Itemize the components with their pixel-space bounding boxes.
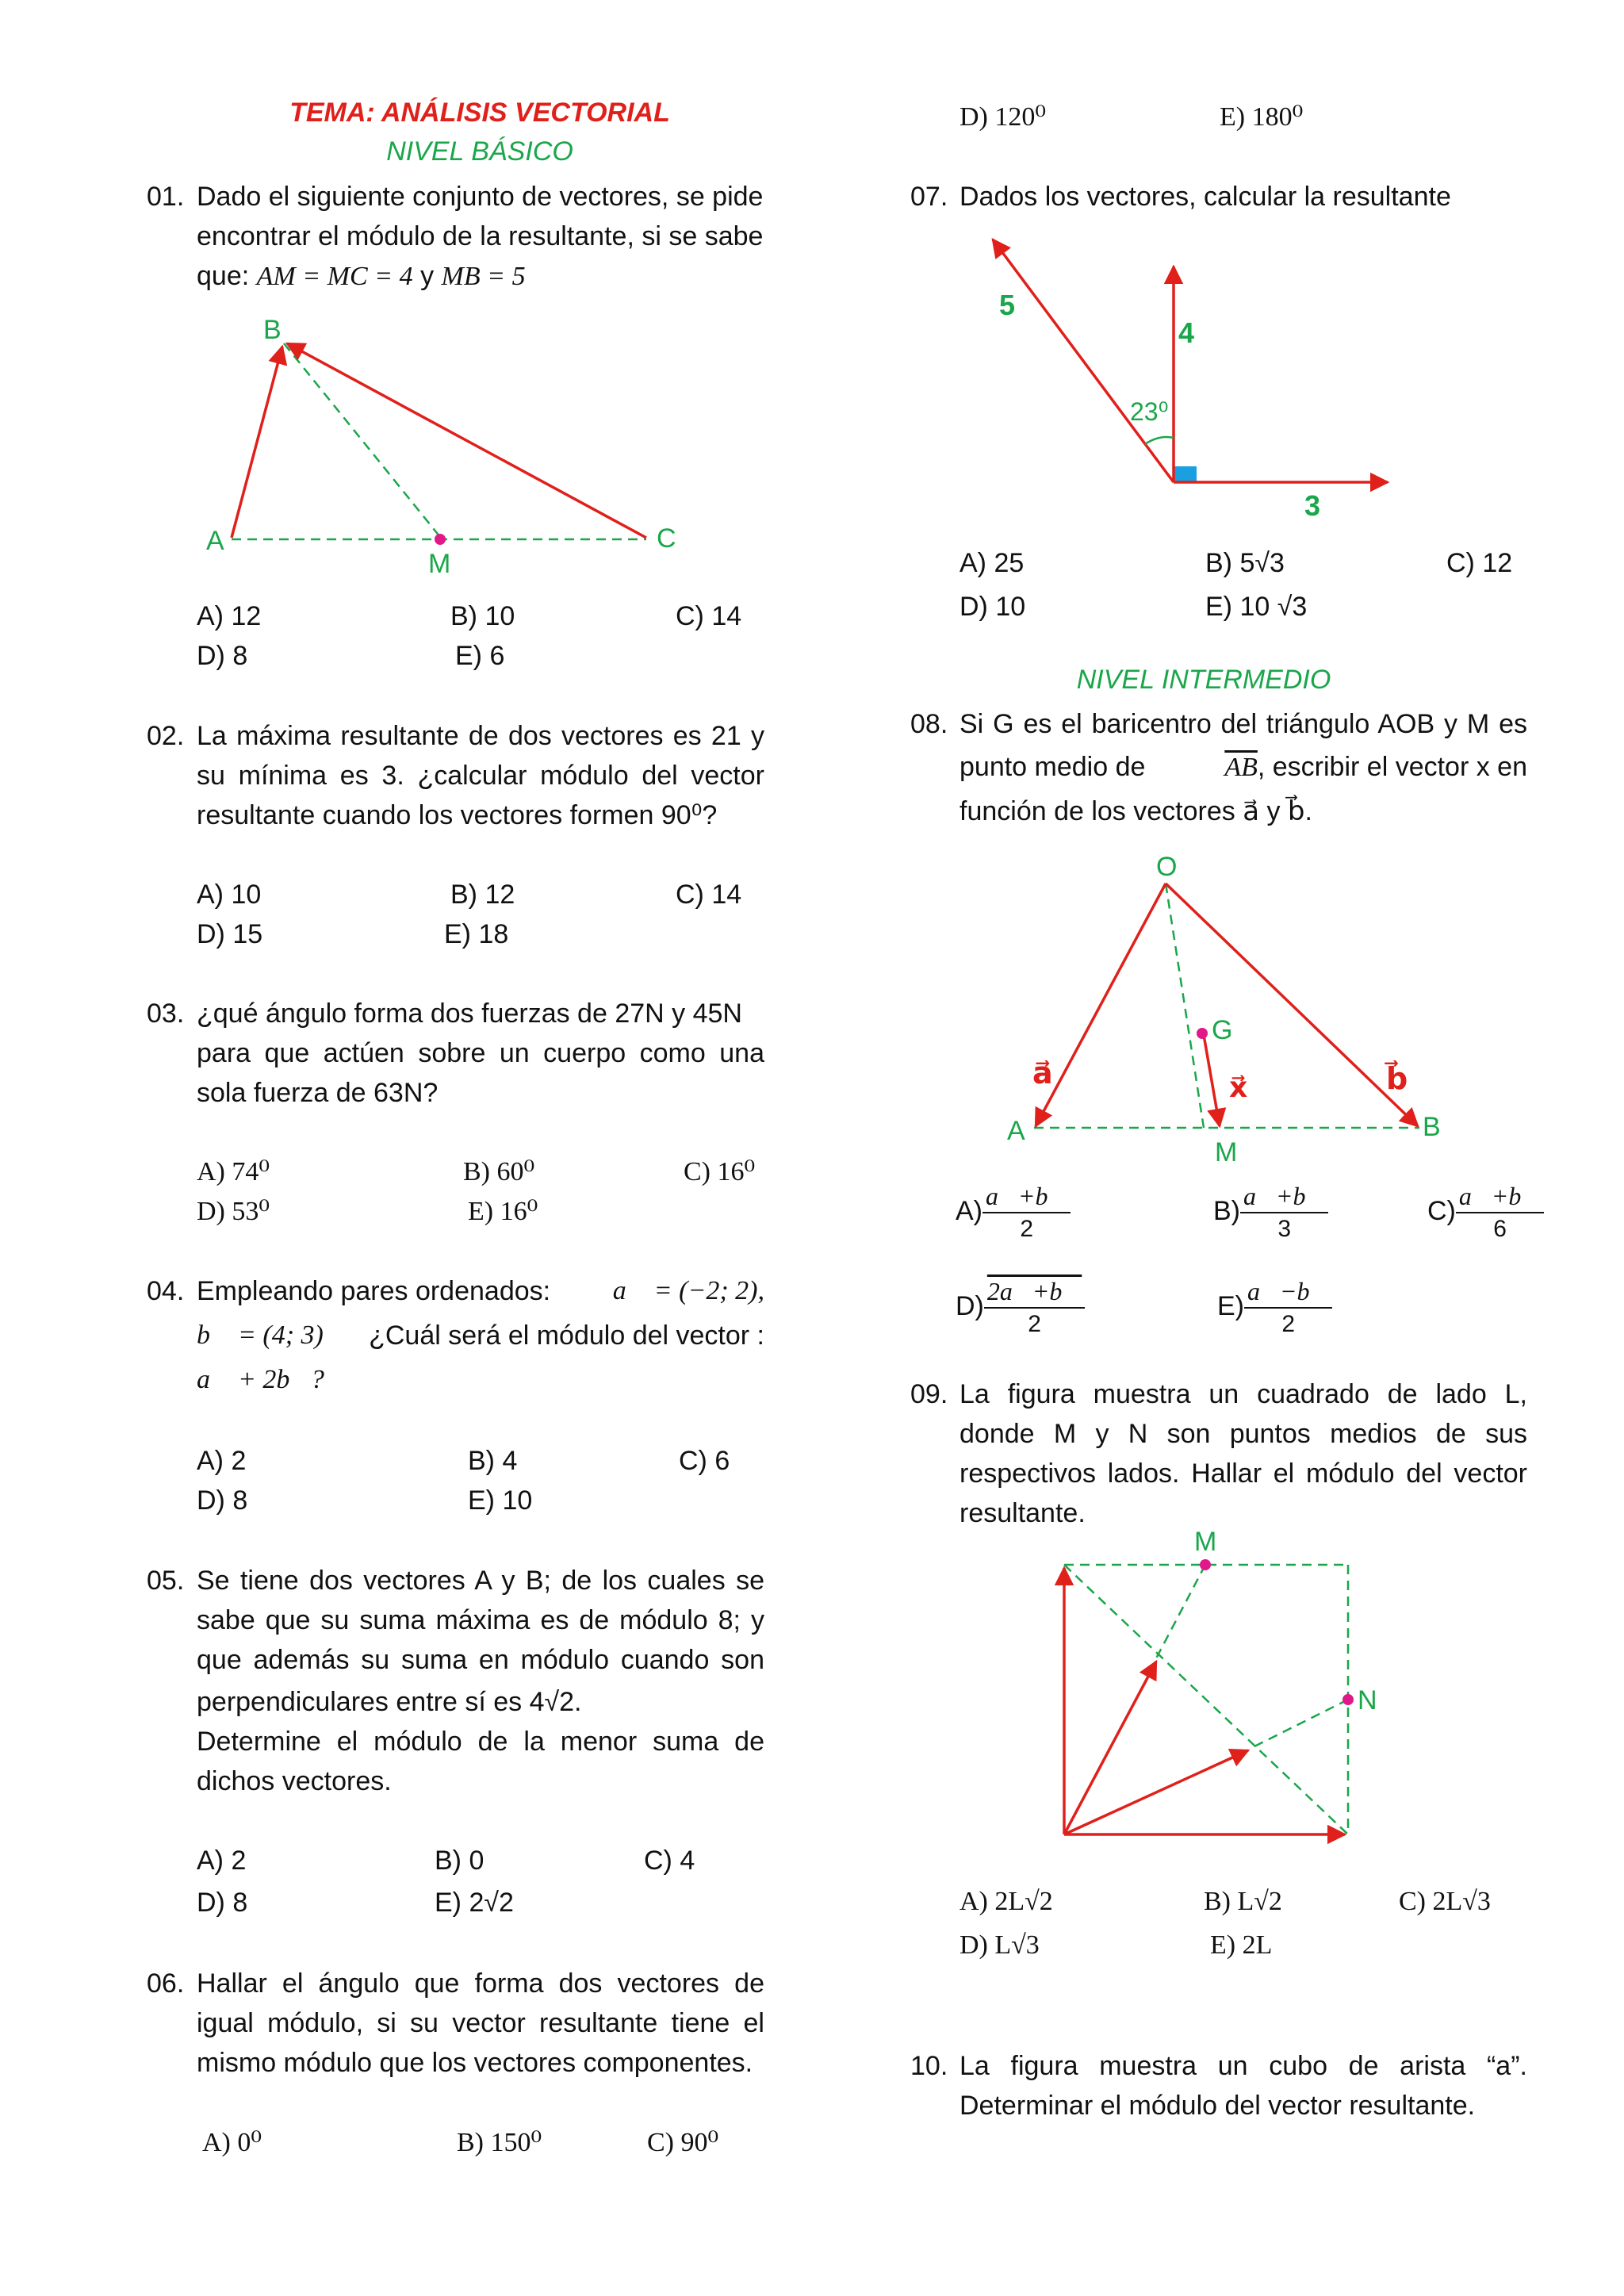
option-b: B) $\frac{a⃗+b⃗}{3}$ — [1213, 1180, 1328, 1245]
question-text: que además su suma en módulo cuando son — [197, 1645, 764, 1675]
option-c: C) $\frac{a⃗+b⃗}{6}$ — [1427, 1180, 1544, 1245]
right-angle-marker — [1174, 466, 1197, 482]
option-b: B) 12 — [450, 880, 515, 910]
question-text: mismo módulo que los vectores componentes. — [197, 2048, 753, 2078]
question-text: que: AM = MC = 4 y MB = 5 — [197, 261, 526, 291]
option-a: A) 2 — [197, 1446, 247, 1476]
option-a: A) 12 — [197, 601, 262, 631]
option-e: E) $\frac{a⃗-b⃗}{2}$ — [1217, 1275, 1332, 1340]
option-b: B) 60⁰ — [463, 1157, 535, 1186]
option-a: A) 10 — [197, 880, 262, 910]
vector-to-n — [1064, 1750, 1248, 1834]
option-a: A) 0⁰ — [202, 2128, 262, 2157]
segment-to-m — [1156, 1565, 1205, 1658]
label-b: B — [263, 315, 282, 345]
question-text: b⃗ = (4; 3) ¿Cuál será el módulo del vector : — [197, 1320, 764, 1351]
label-vec-a: a⃗ — [1032, 1057, 1053, 1091]
option-a: A) $\frac{a⃗+b⃗}{2}$ — [956, 1180, 1071, 1245]
label-5: 5 — [999, 289, 1016, 321]
median-om — [1166, 884, 1204, 1128]
question-text: dichos vectores. — [197, 1766, 392, 1796]
label-b: B — [1423, 1112, 1441, 1142]
level-basic-heading: NIVEL BÁSICO — [386, 136, 573, 167]
question-text: Empleando pares ordenados: a⃗ = (−2; 2), — [197, 1276, 764, 1306]
label-4: 4 — [1178, 316, 1195, 349]
question-text: donde M y N son puntos medios de sus — [959, 1419, 1527, 1449]
question-text: sola fuerza de 63N? — [197, 1078, 439, 1108]
question-text: Determinar el módulo del vector resultante. — [959, 2091, 1476, 2121]
question-text: encontrar el módulo de la resultante, si se sabe — [197, 221, 764, 251]
label-m: M — [428, 549, 451, 575]
label-m: M — [1215, 1137, 1238, 1166]
option-a: A) 74⁰ — [197, 1157, 270, 1186]
vector-cb — [287, 343, 646, 538]
question-text: resultante. — [959, 1498, 1086, 1528]
question-text: para que actúen sobre un cuerpo como una — [197, 1038, 764, 1068]
question-text: punto medio de $\overline{AB}$, escribir el vector x en — [959, 752, 1527, 782]
question-text: Hallar el ángulo que forma dos vectores de — [197, 1968, 764, 1999]
option-d: D) $\frac{2a⃗+b⃗}{2}$ — [956, 1275, 1085, 1340]
question-number: 04. — [147, 1276, 185, 1306]
option-b: B) 150⁰ — [457, 2128, 542, 2157]
segment-to-n — [1250, 1700, 1348, 1749]
point-n — [1342, 1694, 1354, 1705]
point-g — [1197, 1028, 1208, 1039]
question-number: 02. — [147, 721, 185, 751]
option-a: A) 25 — [959, 548, 1025, 578]
option-c: C) 14 — [676, 880, 742, 910]
option-d: D) L√3 — [959, 1930, 1040, 1960]
label-c: C — [657, 523, 676, 554]
level-intermediate-heading: NIVEL INTERMEDIO — [1076, 665, 1331, 695]
label-a: A — [206, 526, 224, 556]
question-text: perpendiculares entre sí es 4√2. — [197, 1687, 582, 1717]
option-b: B) 5√3 — [1205, 548, 1285, 578]
question-text: Dado el siguiente conjunto de vectores, se pide — [197, 182, 764, 212]
option-d: D) 8 — [197, 1485, 248, 1516]
vector-to-m — [1064, 1662, 1156, 1834]
point-m — [1200, 1559, 1211, 1570]
option-c: C) 12 — [1446, 548, 1513, 578]
vector-5 — [993, 240, 1174, 482]
label-3: 3 — [1304, 489, 1321, 522]
option-c: C) 14 — [676, 601, 742, 631]
question-text: Determine el módulo de la menor suma de — [197, 1727, 764, 1757]
option-e: E) 16⁰ — [468, 1197, 538, 1226]
question-text: Dados los vectores, calcular la resultante — [959, 182, 1451, 212]
question-text: Se tiene dos vectores A y B; de los cuales se — [197, 1566, 764, 1596]
point-m — [435, 534, 446, 545]
question-number: 09. — [910, 1379, 948, 1409]
label-vec-x: x⃗ — [1229, 1071, 1248, 1103]
vector-ab — [232, 347, 282, 538]
diagonal — [1064, 1565, 1348, 1834]
option-c: C) 4 — [644, 1846, 695, 1876]
question-text: ¿qué ángulo forma dos fuerzas de 27N y 45N — [197, 999, 742, 1029]
question-text: La figura muestra un cuadrado de lado L, — [959, 1379, 1527, 1409]
option-d: D) 15 — [197, 919, 263, 949]
q01-triangle-figure — [190, 305, 698, 575]
label-o: O — [1156, 852, 1178, 882]
option-c: C) 90⁰ — [647, 2128, 719, 2157]
option-d: D) 10 — [959, 592, 1026, 622]
option-b: B) 0 — [435, 1846, 485, 1876]
question-text: respectivos lados. Hallar el módulo del vector — [959, 1458, 1527, 1489]
option-e: E) 10 √3 — [1205, 592, 1308, 622]
option-e: E) 6 — [455, 641, 505, 671]
option-e: E) 18 — [444, 919, 509, 949]
question-number: 07. — [910, 182, 948, 212]
option-d: D) 8 — [197, 641, 248, 671]
label-vec-b: b⃗ — [1386, 1063, 1408, 1096]
label-a: A — [1007, 1116, 1025, 1146]
option-e: E) 180⁰ — [1220, 102, 1304, 132]
page-title: TEMA: ANÁLISIS VECTORIAL — [289, 98, 670, 128]
question-number: 03. — [147, 999, 185, 1029]
option-c: C) 6 — [679, 1446, 730, 1476]
label-m: M — [1194, 1527, 1217, 1557]
option-a: A) 2L√2 — [959, 1887, 1053, 1916]
option-a: A) 2 — [197, 1846, 247, 1876]
question-text: sabe que su suma máxima es de módulo 8; y — [197, 1605, 764, 1635]
question-text: La máxima resultante de dos vectores es 21 y — [197, 721, 764, 751]
option-d: D) 53⁰ — [197, 1197, 270, 1226]
label-g: G — [1212, 1015, 1233, 1045]
option-e: E) 10 — [468, 1485, 533, 1516]
question-text: resultante cuando los vectores formen 90⁰? — [197, 800, 718, 830]
option-b: B) 4 — [468, 1446, 518, 1476]
angle-arc — [1145, 437, 1174, 444]
segment-mb — [284, 343, 440, 537]
question-text: a⃗ + 2b⃗? — [197, 1365, 324, 1394]
question-number: 10. — [910, 2051, 948, 2081]
question-text: función de los vectores a⃗ y b⃗. — [959, 796, 1312, 826]
option-c: C) 16⁰ — [684, 1157, 756, 1186]
q07-vectors-figure — [975, 230, 1404, 531]
q09-square-figure — [1047, 1527, 1404, 1844]
label-n: N — [1358, 1685, 1377, 1715]
question-number: 06. — [147, 1968, 185, 1999]
question-number: 01. — [147, 182, 185, 212]
vector-x — [1204, 1035, 1220, 1126]
label-angle: 23⁰ — [1130, 397, 1169, 426]
option-b: B) L√2 — [1204, 1887, 1282, 1916]
option-d: D) 120⁰ — [959, 102, 1047, 132]
option-e: E) 2L — [1210, 1930, 1273, 1960]
question-number: 08. — [910, 709, 948, 739]
option-b: B) 10 — [450, 601, 515, 631]
question-text: Si G es el baricentro del triángulo AOB y M es — [959, 709, 1527, 739]
option-c: C) 2L√3 — [1399, 1887, 1491, 1916]
question-text: su mínima es 3. ¿calcular módulo del vector — [197, 761, 764, 791]
vector-a — [1036, 884, 1166, 1126]
question-text: igual módulo, si su vector resultante tiene el — [197, 2008, 764, 2038]
vector-b — [1166, 884, 1418, 1126]
q08-triangle-figure — [1007, 849, 1467, 1166]
option-e: E) 2√2 — [435, 1888, 514, 1918]
question-text: La figura muestra un cubo de arista “a”. — [959, 2051, 1527, 2081]
question-number: 05. — [147, 1566, 185, 1596]
option-d: D) 8 — [197, 1888, 248, 1918]
